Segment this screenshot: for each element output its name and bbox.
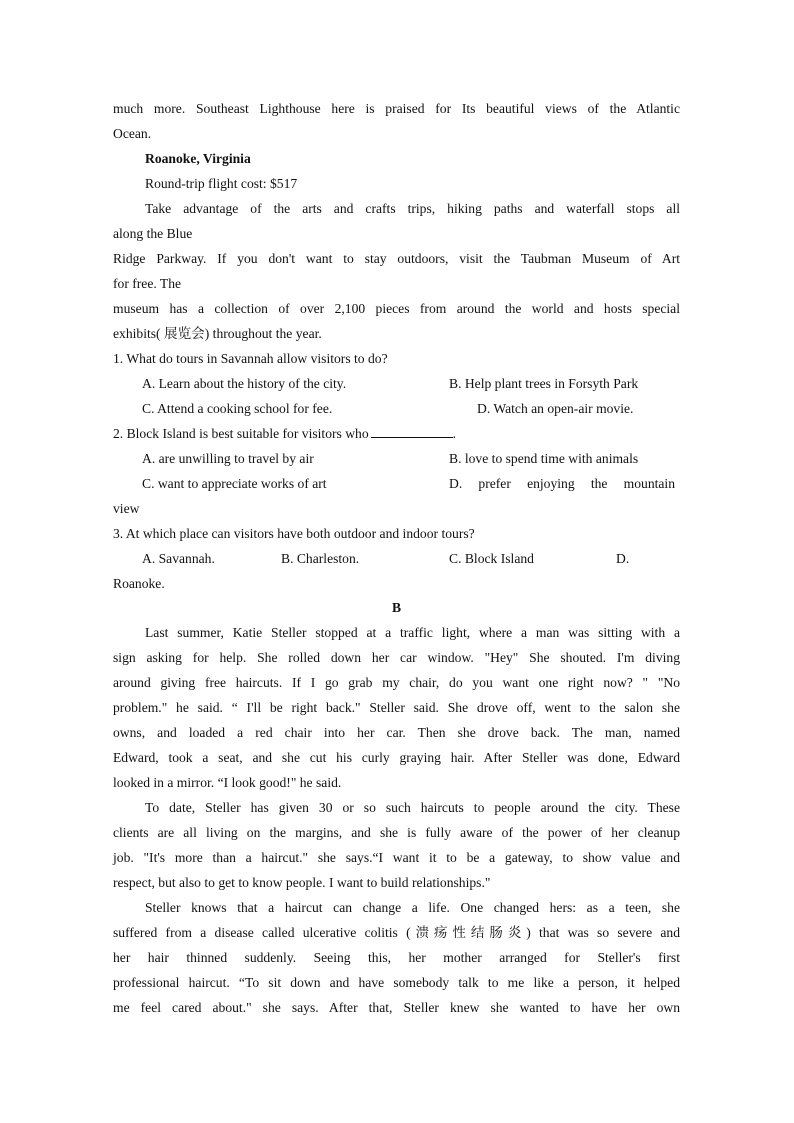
question-3-option-d-continued: Roanoke. — [113, 576, 165, 591]
question-1-option-b: B. Help plant trees in Forsyth Park — [449, 376, 639, 391]
roanoke-heading: Roanoke, Virginia — [145, 151, 251, 166]
passage-a-line-2: Ocean. — [113, 126, 152, 141]
passage-b-line: Last summer, Katie Steller stopped at a traffic light, where a man was sitting with a — [145, 625, 680, 640]
question-3-option-c: C. Block Island — [449, 551, 534, 566]
answer-blank — [371, 425, 453, 438]
question-2-option-d-continued: view — [113, 501, 140, 516]
question-3-stem: 3. At which place can visitors have both outdoor and indoor tours? — [113, 526, 475, 541]
question-2-stem — [113, 425, 680, 443]
passage-b-line: me feel cared about." she says. After that, Steller knew she wanted to have her own — [113, 1000, 680, 1015]
question-2-option-b: B. love to spend time with animals — [449, 451, 639, 466]
passage-b-line: owns, and loaded a red chair into her car. Then she drove back. The man, named — [113, 725, 680, 740]
roanoke-paragraph-line-3: Ridge Parkway. If you don't want to stay outdoors, visit the Taubman Museum of Art — [113, 251, 680, 266]
question-1-option-c: C. Attend a cooking school for fee. — [142, 401, 333, 416]
passage-b-line: her hair thinned suddenly. Seeing this, her mother arranged for Steller's first — [113, 950, 680, 965]
roanoke-paragraph-line-6: exhibits( 展览会) throughout the year. — [113, 326, 322, 341]
passage-b-line: Steller knows that a haircut can change a life. One changed hers: as a teen, she — [145, 900, 680, 915]
roanoke-paragraph-line-2: along the Blue — [113, 226, 193, 241]
question-1-option-a: A. Learn about the history of the city. — [142, 376, 347, 391]
passage-b-line: looked in a mirror. “I look good!" he said. — [113, 775, 342, 790]
question-2-option-a: A. are unwilling to travel by air — [142, 451, 314, 466]
question-2-stem-text: 2. Block Island is best suitable for visitors who — [113, 426, 369, 441]
roanoke-paragraph-line-5: museum has a collection of over 2,100 pieces from around the world and hosts special — [113, 301, 680, 316]
question-3-option-d: D. — [616, 551, 630, 566]
passage-b-line: around giving free haircuts. If I go grab my chair, do you want one right now? " "No — [113, 675, 680, 690]
passage-b-line: To date, Steller has given 30 or so such haircuts to people around the city. These — [145, 800, 680, 815]
passage-b-line: Edward, took a seat, and she cut his curly graying hair. After Steller was done, Edward — [113, 750, 680, 765]
question-2-option-c: C. want to appreciate works of art — [142, 476, 327, 491]
passage-b-heading: B — [391, 600, 402, 615]
passage-b-line: job. "It's more than a haircut." she says.“I want it to be a gateway, to show value and — [113, 850, 680, 865]
roanoke-paragraph-line-4: for free. The — [113, 276, 182, 291]
question-1-option-d: D. Watch an open-air movie. — [477, 401, 634, 416]
question-1-stem: 1. What do tours in Savannah allow visitors to do? — [113, 351, 388, 366]
roanoke-cost: Round-trip flight cost: $517 — [145, 176, 298, 191]
question-2-stem-end: . — [452, 426, 457, 441]
passage-b-line: respect, but also to get to know people. I want to build relationships." — [113, 875, 491, 890]
passage-b-line: clients are all living on the margins, and she is fully aware of the power of her cleanup — [113, 825, 680, 840]
question-3-option-a: A. Savannah. — [142, 551, 215, 566]
question-2-option-d: D. prefer enjoying the mountain — [449, 476, 675, 491]
passage-b-line: problem." he said. “ I'll be right back." Steller said. She drove off, went to the salon she — [113, 700, 680, 715]
question-3-option-b: B. Charleston. — [281, 551, 360, 566]
passage-b-line: suffered from a disease called ulcerative colitis (溃疡性结肠炎) that was so severe and — [113, 925, 680, 940]
passage-a-line-1: much more. Southeast Lighthouse here is praised for Its beautiful views of the Atlantic — [113, 101, 680, 116]
passage-b-line: professional haircut. “To sit down and have somebody talk to me like a person, it helped — [113, 975, 680, 990]
roanoke-paragraph-line-1: Take advantage of the arts and crafts trips, hiking paths and waterfall stops all — [145, 201, 680, 216]
passage-b-line: sign asking for help. She rolled down her car window. "Hey" She shouted. I'm diving — [113, 650, 680, 665]
